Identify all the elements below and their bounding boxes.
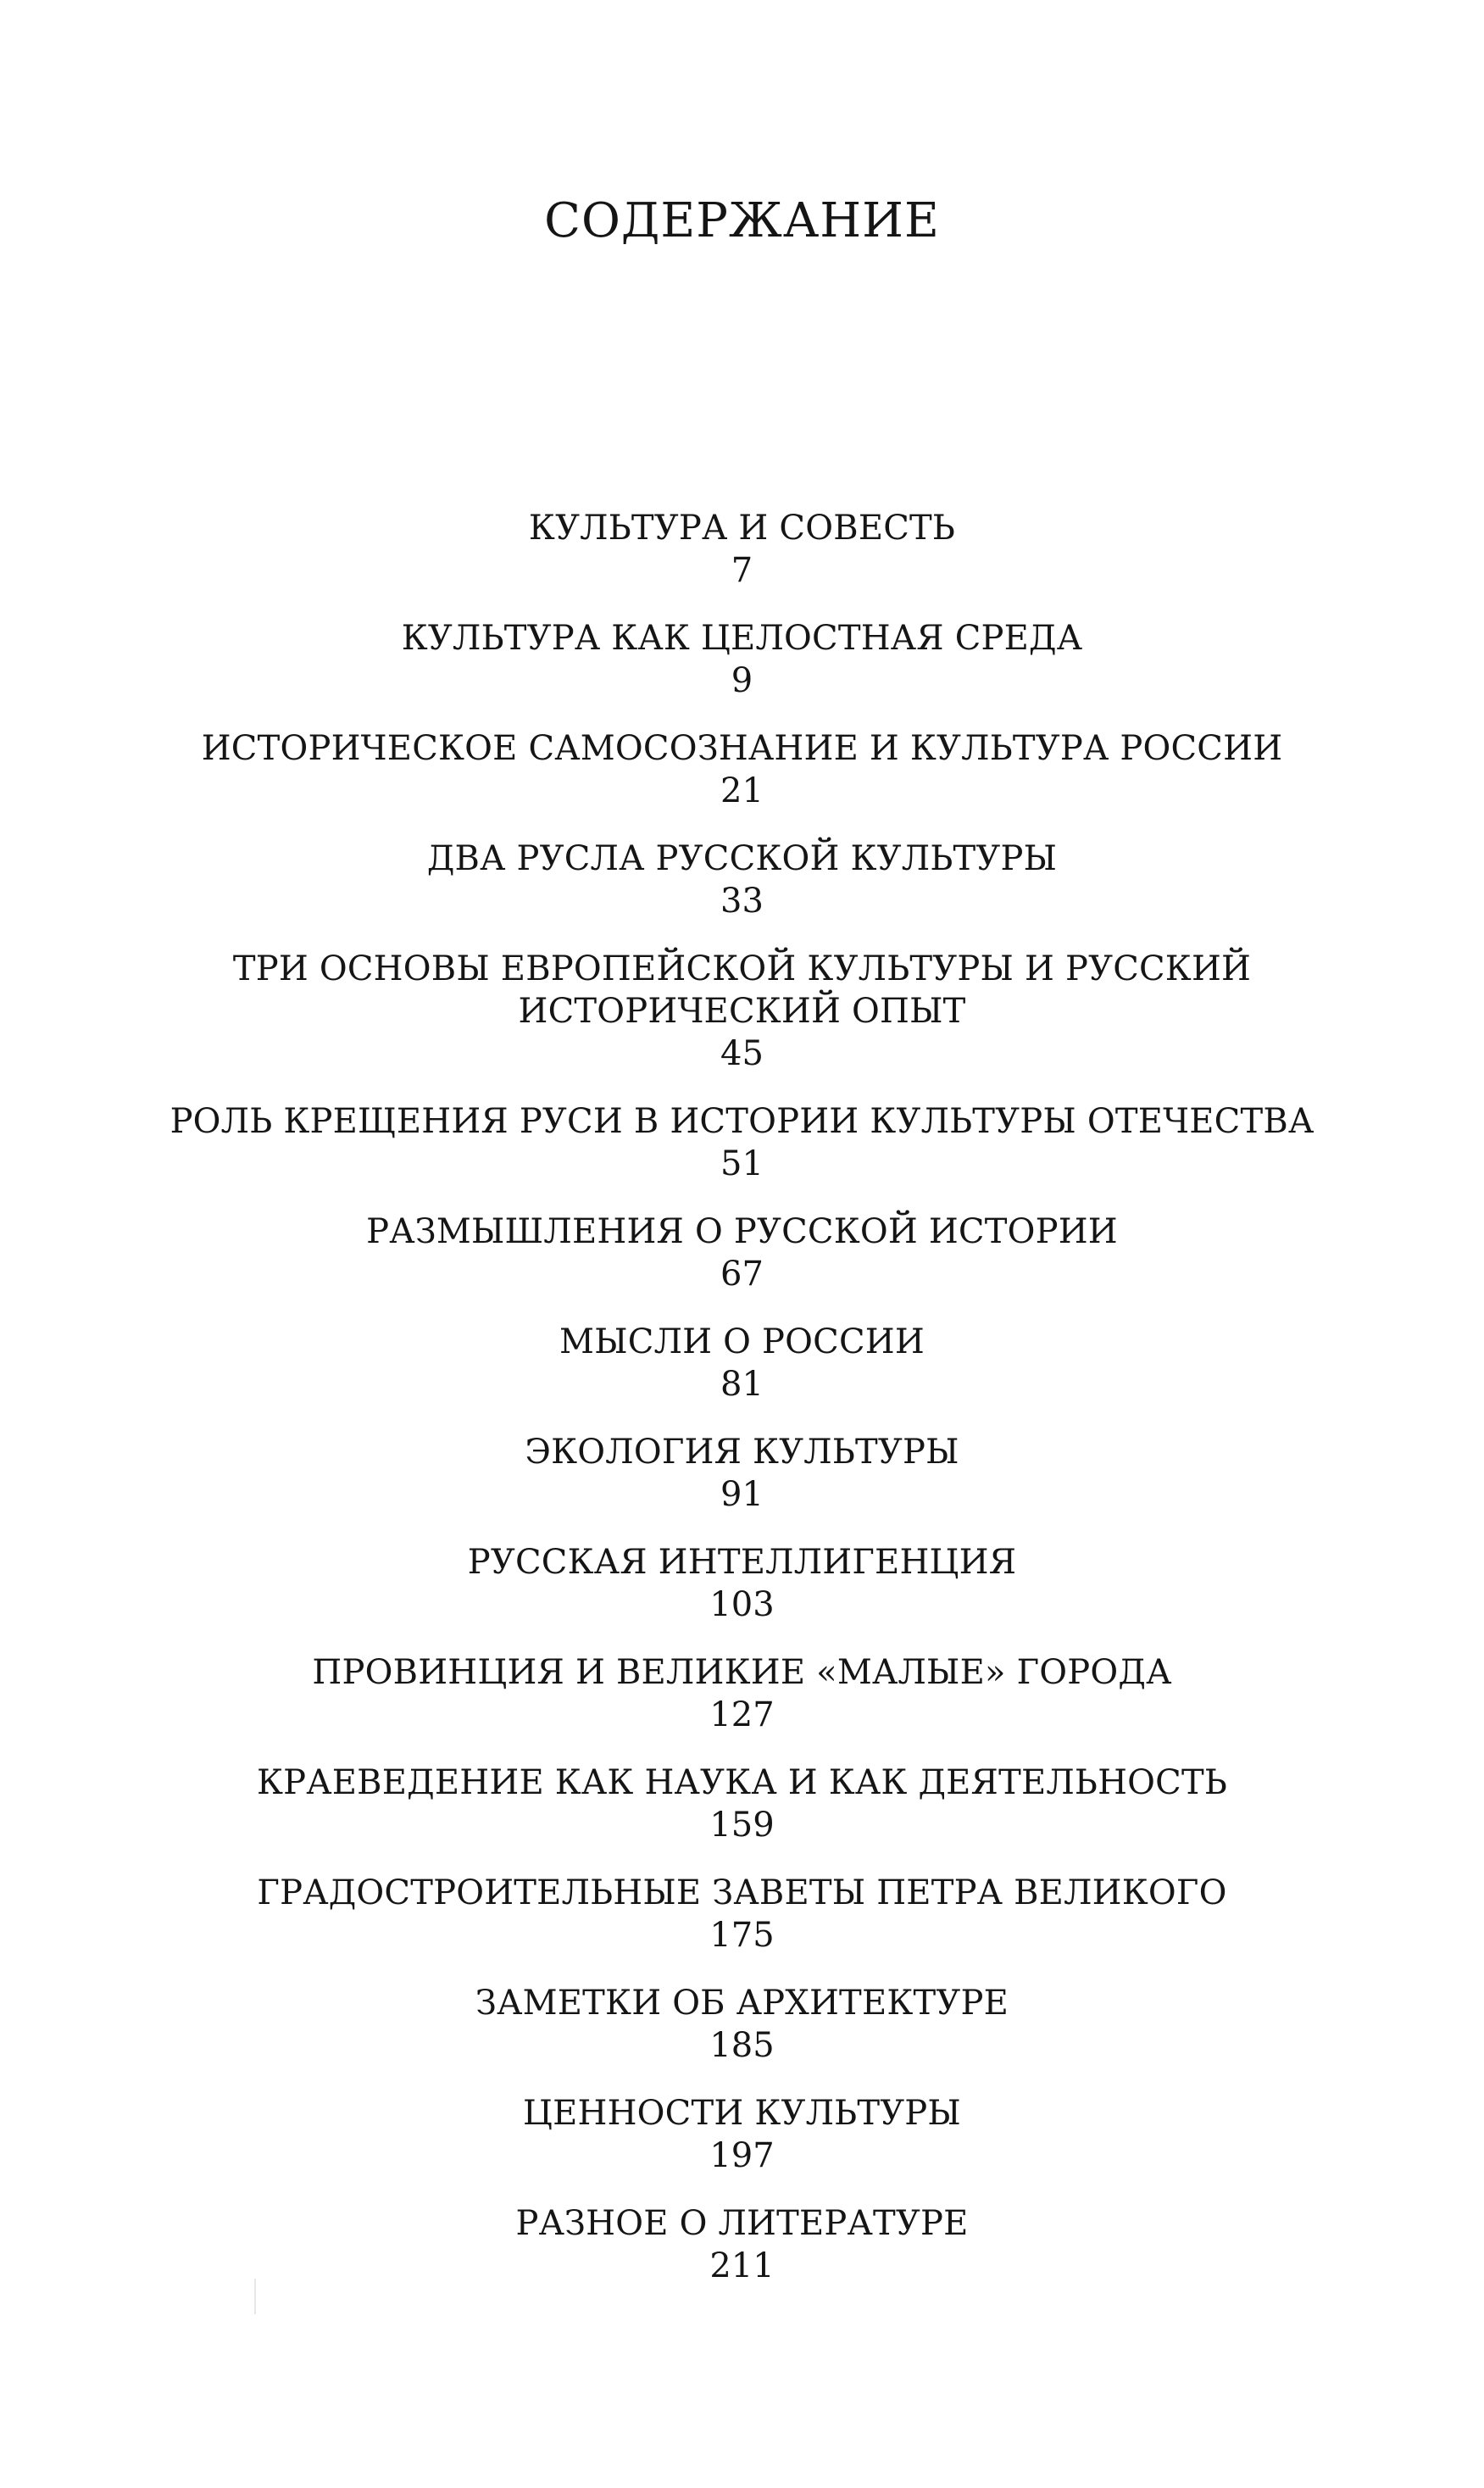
toc-entry-title: ЦЕННОСТИ КУЛЬТУРЫ — [523, 2094, 961, 2133]
toc-entry-page: 175 — [709, 1916, 775, 1955]
toc-entry-page: 7 — [731, 551, 753, 590]
toc-entry-page: 21 — [720, 771, 764, 810]
toc-entry-7 — [0, 1211, 1484, 1295]
toc-entry-page: 33 — [720, 882, 764, 921]
toc-entry-title: РАЗМЫШЛЕНИЯ О РУССКОЙ ИСТОРИИ — [366, 1212, 1118, 1251]
toc-entry-page: 45 — [720, 1034, 764, 1073]
toc-entry-13 — [0, 1872, 1484, 1956]
toc-entry-6 — [0, 1100, 1484, 1185]
toc-entry-title: КУЛЬТУРА И СОВЕСТЬ — [528, 509, 956, 548]
toc-entry-page: 51 — [720, 1144, 764, 1183]
toc-entry-page: 81 — [720, 1365, 764, 1404]
toc-entry-page: 211 — [709, 2246, 775, 2285]
toc-entry-title: ИСТОРИЧЕСКОЕ САМОСОЗНАНИЕ И КУЛЬТУРА РОССИИ — [201, 729, 1283, 768]
toc-entry-14 — [0, 1982, 1484, 2067]
toc-entry-15 — [0, 2092, 1484, 2177]
toc-entry-title: РУССКАЯ ИНТЕЛЛИГЕНЦИЯ — [467, 1543, 1017, 1582]
toc-entry-page: 127 — [709, 1695, 775, 1734]
scan-mark — [254, 2279, 256, 2314]
toc-entry-9 — [0, 1431, 1484, 1516]
toc-entry-page: 91 — [720, 1475, 764, 1514]
toc-entry-page: 9 — [731, 661, 753, 700]
toc-entry-title: ЭКОЛОГИЯ КУЛЬТУРЫ — [525, 1433, 959, 1472]
toc-entry-title: ТРИ ОСНОВЫ ЕВРОПЕЙСКОЙ КУЛЬТУРЫ И РУССКИЙ — [232, 949, 1252, 988]
toc-entry-3 — [0, 727, 1484, 812]
page-title: СОДЕРЖАНИЕ — [544, 192, 940, 248]
table-of-contents — [0, 507, 1484, 2313]
toc-entry-title-continuation: ИСТОРИЧЕСКИЙ ОПЫТ — [518, 992, 966, 1031]
toc-entry-10 — [0, 1541, 1484, 1626]
toc-entry-title: КУЛЬТУРА КАК ЦЕЛОСТНАЯ СРЕДА — [401, 619, 1083, 658]
toc-entry-page: 159 — [709, 1806, 775, 1845]
toc-entry-8 — [0, 1321, 1484, 1405]
toc-entry-11 — [0, 1651, 1484, 1736]
toc-entry-page: 197 — [709, 2136, 775, 2175]
toc-entry-title: ЗАМЕТКИ ОБ АРХИТЕКТУРЕ — [475, 1984, 1009, 2023]
toc-entry-page: 185 — [709, 2026, 775, 2065]
toc-entry-1 — [0, 507, 1484, 592]
toc-entry-title: МЫСЛИ О РОССИИ — [559, 1322, 925, 1361]
toc-entry-title: КРАЕВЕДЕНИЕ КАК НАУКА И КАК ДЕЯТЕЛЬНОСТЬ — [257, 1763, 1227, 1802]
toc-entry-title: РАЗНОЕ О ЛИТЕРАТУРЕ — [515, 2204, 969, 2243]
toc-entry-title: ПРОВИНЦИЯ И ВЕЛИКИЕ «МАЛЫЕ» ГОРОДА — [312, 1653, 1172, 1692]
toc-entry-title: ДВА РУСЛА РУССКОЙ КУЛЬТУРЫ — [426, 839, 1058, 878]
toc-entry-page: 103 — [709, 1585, 775, 1624]
toc-entry-title: РОЛЬ КРЕЩЕНИЯ РУСИ В ИСТОРИИ КУЛЬТУРЫ ОТЕЧЕСТВА — [170, 1102, 1314, 1141]
toc-entry-5 — [0, 948, 1484, 1075]
toc-entry-page: 67 — [720, 1255, 764, 1294]
toc-entry-4 — [0, 838, 1484, 922]
toc-entry-title: ГРАДОСТРОИТЕЛЬНЫЕ ЗАВЕТЫ ПЕТРА ВЕЛИКОГО — [257, 1873, 1227, 1912]
toc-entry-12 — [0, 1762, 1484, 1846]
toc-entry-16 — [0, 2202, 1484, 2287]
toc-entry-2 — [0, 617, 1484, 702]
